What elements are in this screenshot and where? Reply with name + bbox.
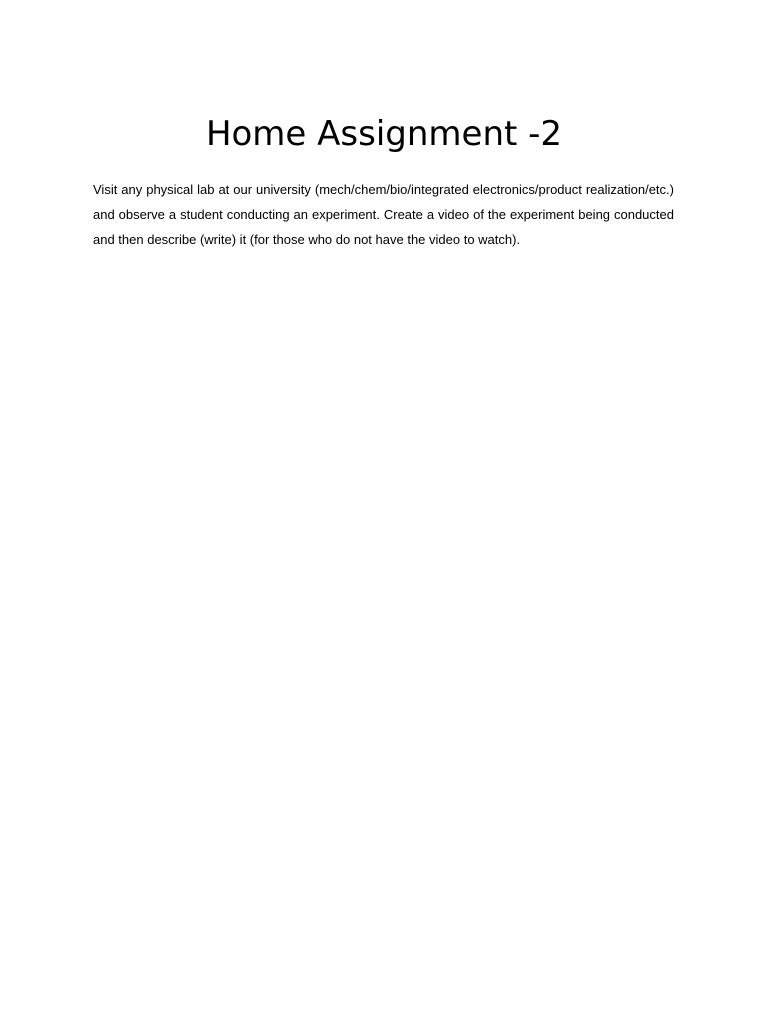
document-title: Home Assignment -2 (205, 114, 563, 154)
assignment-paragraph: Visit any physical lab at our university (mech/chem/bio/integrated electronics/product realization/etc.) and observe a student conducting an experiment. Create a video of the experiment being conducted and then describe (write) it (for those who do not have the video to watch). (93, 182, 674, 247)
